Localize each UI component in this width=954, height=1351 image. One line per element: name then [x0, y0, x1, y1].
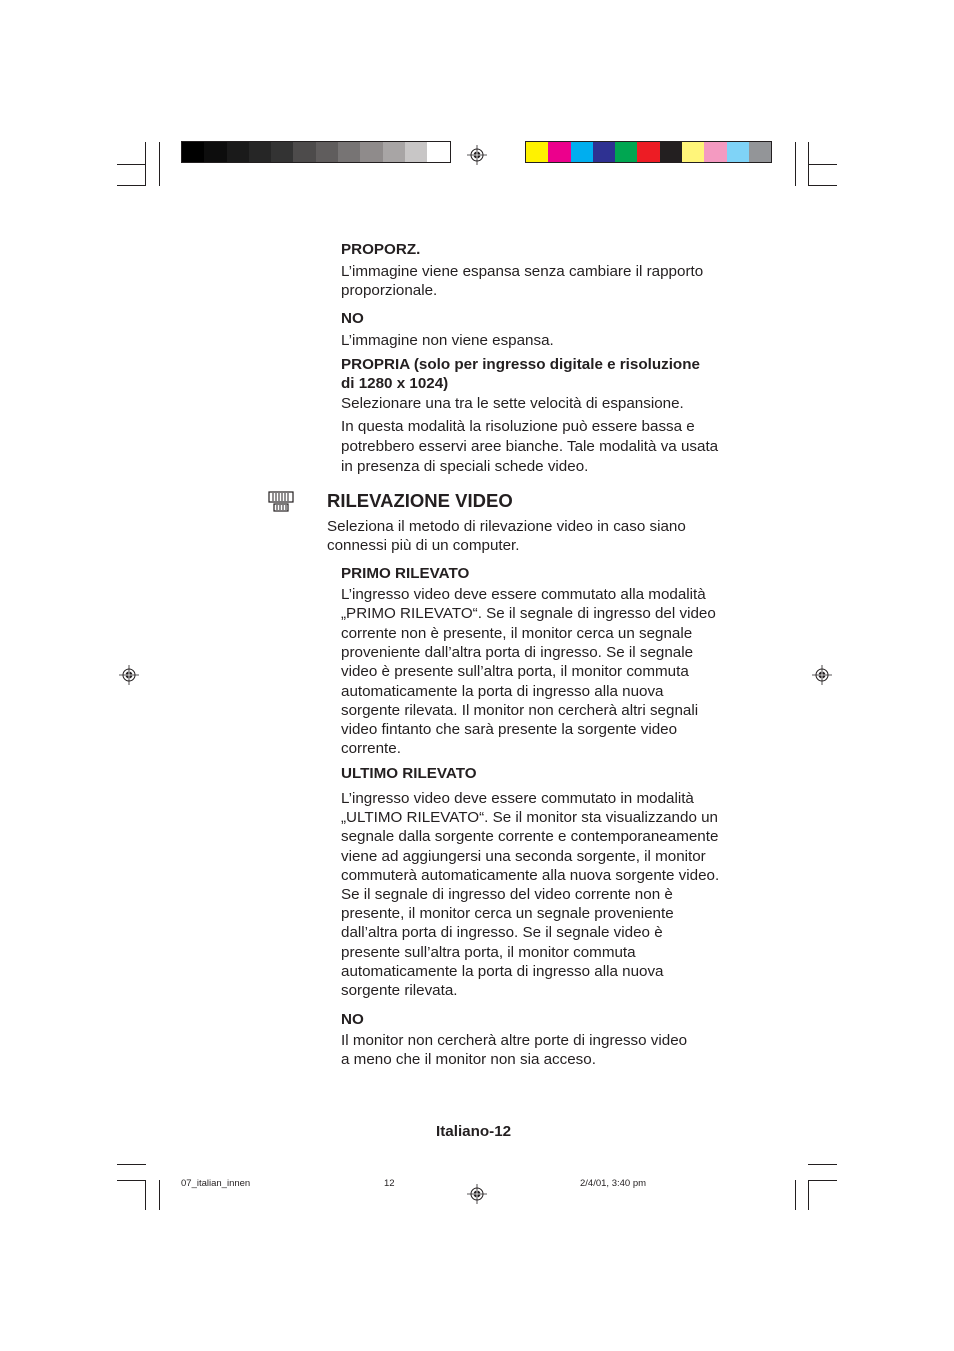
option-text: presente sull’altra porta, il monitor commuta	[341, 944, 636, 961]
option-text: „PRIMO RILEVATO“. Se il segnale di ingresso del video	[341, 605, 716, 622]
color-swatch	[293, 142, 315, 162]
color-swatch	[427, 142, 449, 162]
option-title-no: NO	[341, 1011, 364, 1028]
option-text: sorgente rilevata.	[341, 982, 458, 999]
crop-mark	[795, 142, 796, 186]
crop-mark	[159, 142, 160, 186]
option-title-propria-cont: di 1280 x 1024)	[341, 375, 449, 392]
option-text: corrente.	[341, 740, 401, 757]
option-text: a meno che il monitor non sia acceso.	[341, 1051, 596, 1068]
crop-mark	[808, 164, 837, 165]
color-swatch	[704, 142, 726, 162]
slug-filename: 07_italian_innen	[181, 1178, 251, 1189]
crop-mark	[808, 1180, 837, 1181]
color-swatch	[182, 142, 204, 162]
process-color-bar	[525, 141, 772, 163]
crop-mark	[117, 1180, 146, 1181]
color-swatch	[660, 142, 682, 162]
crop-mark	[117, 185, 146, 186]
slug-page: 12	[384, 1178, 395, 1189]
crop-mark	[117, 164, 146, 165]
section-intro: connessi più di un computer.	[327, 537, 520, 554]
option-text: L’immagine viene espansa senza cambiare il rapporto	[341, 263, 704, 280]
color-swatch	[526, 142, 548, 162]
option-text: „ULTIMO RILEVATO“. Se il monitor sta visualizzando un	[341, 809, 718, 826]
option-text: In questa modalità la risoluzione può essere bassa e	[341, 418, 695, 435]
crop-mark	[159, 1180, 160, 1210]
option-text: dall’altra porta di ingresso. Se il segnale video è	[341, 924, 663, 941]
option-text: segnale dalla sorgente corrente e contemporaneamente	[341, 828, 719, 845]
color-swatch	[271, 142, 293, 162]
option-title-proporz: PROPORZ.	[341, 241, 421, 258]
option-text: video fintanto che sarà presente la sorgente video	[341, 721, 678, 738]
color-swatch	[405, 142, 427, 162]
option-text: viene ad aggiungersi una seconda sorgente, il monitor	[341, 848, 706, 865]
option-text: potrebbero esservi aree bianche. Tale modalità va usata	[341, 438, 719, 455]
registration-mark-icon	[467, 1184, 487, 1204]
registration-mark-icon	[467, 145, 487, 165]
color-swatch	[682, 142, 704, 162]
option-title-no: NO	[341, 310, 364, 327]
crop-mark	[808, 185, 837, 186]
color-swatch	[227, 142, 249, 162]
option-text: L’immagine non viene espansa.	[341, 332, 554, 349]
grayscale-color-bar	[181, 141, 451, 163]
slug-date: 2/4/01, 3:40 pm	[580, 1178, 647, 1189]
option-text: L’ingresso video deve essere commutato in modalità	[341, 790, 694, 807]
color-swatch	[316, 142, 338, 162]
crop-mark	[145, 142, 146, 186]
option-text: L’ingresso video deve essere commutato alla modalità	[341, 586, 706, 603]
color-swatch	[249, 142, 271, 162]
color-swatch	[727, 142, 749, 162]
color-swatch	[615, 142, 637, 162]
section-heading: RILEVAZIONE VIDEO	[327, 490, 513, 511]
color-swatch	[593, 142, 615, 162]
option-text: proveniente dall’altra porta di ingresso. Se il segnale	[341, 644, 694, 661]
option-text: Il monitor non cercherà altre porte di ingresso video	[341, 1032, 688, 1049]
option-text: corrente non è presente, il monitor cerca un segnale	[341, 625, 693, 642]
crop-mark	[117, 1164, 146, 1165]
color-swatch	[383, 142, 405, 162]
crop-mark	[808, 1180, 809, 1210]
registration-mark-icon	[812, 665, 832, 685]
color-swatch	[338, 142, 360, 162]
color-swatch	[571, 142, 593, 162]
option-text: sorgente rilevata. Il monitor non cercherà altri segnali	[341, 702, 699, 719]
crop-mark	[795, 1180, 796, 1210]
option-text: proporzionale.	[341, 282, 438, 299]
color-swatch	[548, 142, 570, 162]
option-title-ultimo-rilevato: ULTIMO RILEVATO	[341, 765, 477, 782]
color-swatch	[360, 142, 382, 162]
color-swatch	[749, 142, 771, 162]
registration-mark-icon	[119, 665, 139, 685]
crop-mark	[808, 1164, 837, 1165]
option-text: Se il segnale di ingresso del video corrente non è	[341, 886, 673, 903]
color-swatch	[637, 142, 659, 162]
option-text: presente, il monitor cerca un segnale proveniente	[341, 905, 674, 922]
color-swatch	[204, 142, 226, 162]
option-title-propria: PROPRIA (solo per ingresso digitale e risoluzione	[341, 356, 700, 373]
option-text: commuterà automaticamente alla nuova sorgente video.	[341, 867, 720, 884]
page-number-label: Italiano-12	[436, 1123, 512, 1140]
option-text: Selezionare una tra le sette velocità di espansione.	[341, 395, 684, 412]
option-text: automaticamente la porta di ingresso alla nuova	[341, 963, 664, 980]
option-text: in presenza di speciali schede video.	[341, 458, 589, 475]
section-intro: Seleziona il metodo di rilevazione video in caso siano	[327, 518, 686, 535]
video-detect-icon	[268, 491, 294, 513]
option-text: video è presente sull’altra porta, il monitor commuta	[341, 663, 689, 680]
option-text: automaticamente la porta di ingresso alla nuova	[341, 683, 664, 700]
crop-mark	[145, 1180, 146, 1210]
option-title-primo-rilevato: PRIMO RILEVATO	[341, 565, 470, 582]
